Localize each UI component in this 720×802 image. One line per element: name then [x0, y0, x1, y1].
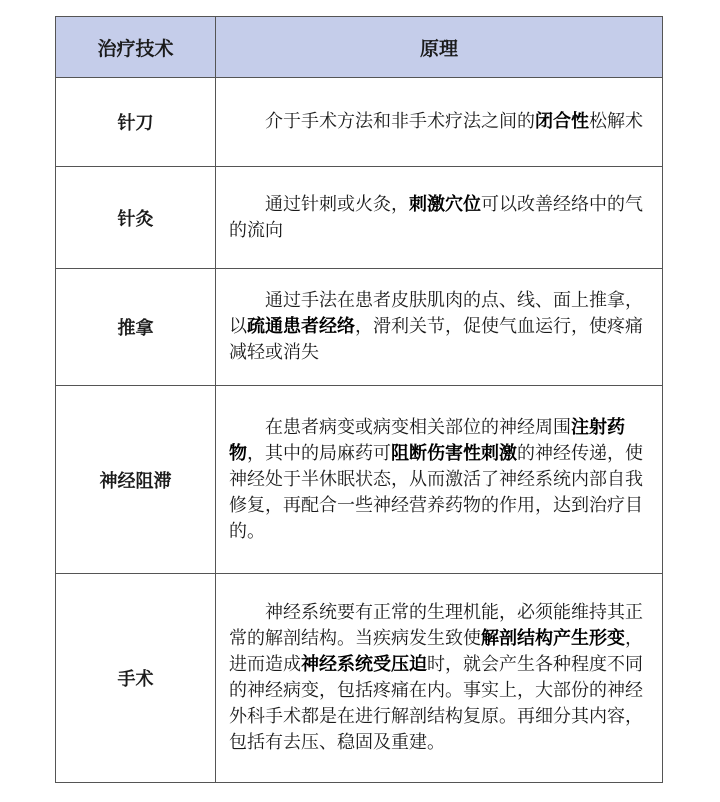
principle-text: 通过针刺或火灸，	[265, 193, 409, 215]
emphasis-text: 解剖结构产生形变	[481, 628, 625, 649]
principle-cell	[216, 386, 663, 574]
emphasis-text: 注射药物	[229, 416, 625, 464]
principle-text: 通过手法在患者皮肤肌肉的点、线、面上推拿，以	[229, 290, 643, 337]
treatment-table	[55, 16, 663, 783]
principle-cell	[216, 78, 663, 167]
header-technique: 治疗技术	[56, 17, 216, 78]
principle-text: ，滑利关节，促使气血运行，使疼痛减轻或消失	[229, 316, 643, 363]
technique-cell: 针刀	[56, 78, 216, 167]
principle-text: 可以改善经络中的气的流向	[229, 193, 643, 241]
principle-text: ，其中的局麻药可	[247, 442, 391, 464]
principle-text: 的神经传递，使神经处于半休眠状态，从而激活了神经系统内部自我修复，再配合一些神经营养药物的作用，达到治疗目的。	[229, 442, 643, 542]
emphasis-text: 闭合性	[535, 111, 589, 132]
principle-text: 松解术	[589, 111, 643, 132]
principle-text: 在患者病变或病变相关部位的神经周围	[265, 416, 571, 438]
principle-text: 时，就会产生各种程度不同的神经病变，包括疼痛在内。事实上，大部份的神经外科手术都是在进行解剖结构复原。再细分其内容，包括有去压、稳固及重建。	[229, 654, 643, 753]
table-row	[56, 167, 663, 269]
emphasis-text: 刺激穴位	[409, 193, 481, 215]
principle-text: 神经系统要有正常的生理机能，必须能维持其正常的解剖结构。当疾病发生致使	[229, 602, 643, 649]
technique-cell: 神经阻滞	[56, 386, 216, 574]
principle-text: 介于手术方法和非手术疗法之间的	[265, 111, 535, 132]
emphasis-text: 阻断伤害性刺激	[391, 442, 517, 464]
technique-cell: 手术	[56, 574, 216, 783]
technique-cell: 推拿	[56, 269, 216, 386]
table-row	[56, 574, 663, 783]
table-row	[56, 269, 663, 386]
principle-cell	[216, 167, 663, 269]
principle-cell	[216, 269, 663, 386]
table-row	[56, 386, 663, 574]
emphasis-text: 疏通患者经络	[247, 316, 355, 337]
principle-text: ，进而造成	[229, 628, 643, 675]
table-row	[56, 78, 663, 167]
principle-cell	[216, 574, 663, 783]
technique-cell: 针灸	[56, 167, 216, 269]
emphasis-text: 神经系统受压迫	[301, 654, 427, 675]
header-principle: 原理	[216, 17, 663, 78]
table-header-row	[56, 17, 663, 78]
